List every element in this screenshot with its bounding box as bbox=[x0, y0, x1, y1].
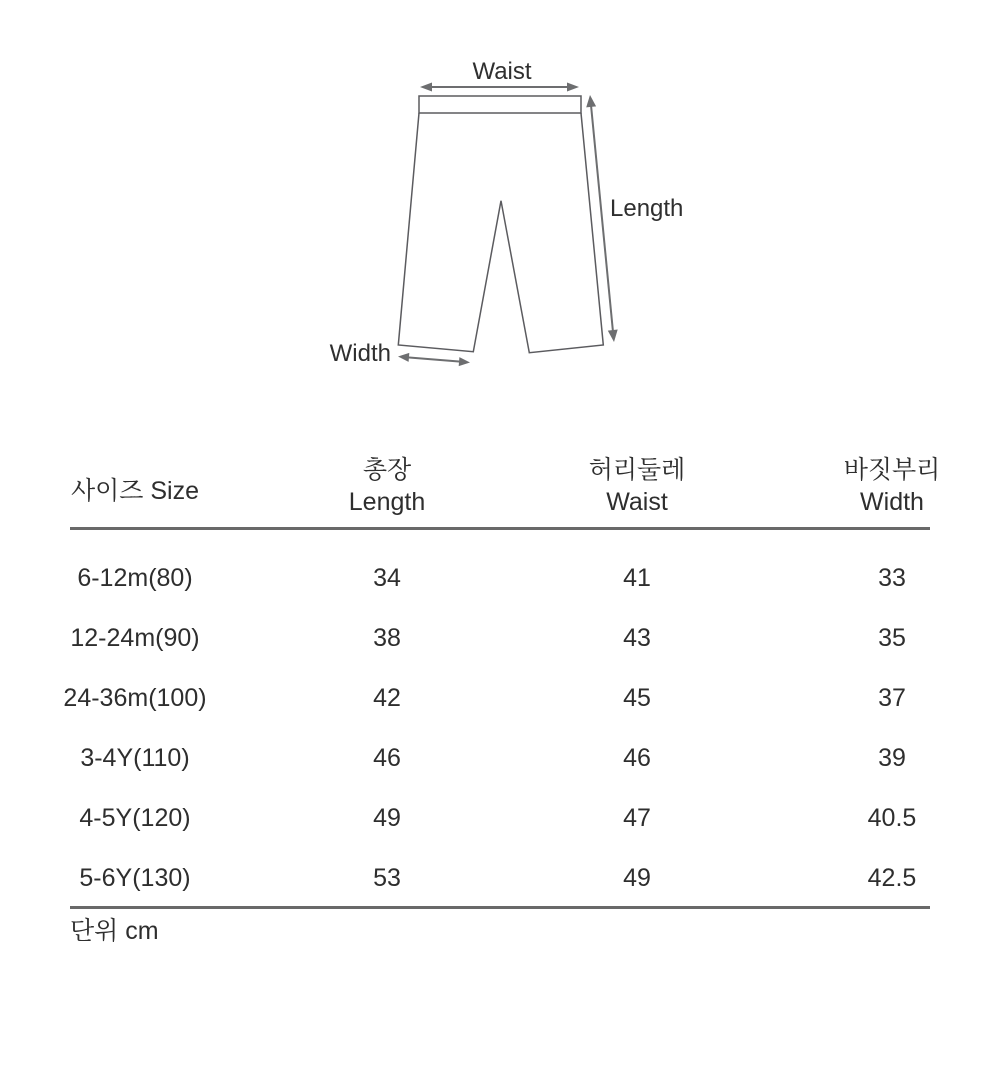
table-rule-bottom bbox=[70, 906, 930, 909]
row-size-label: 5-6Y(130) bbox=[79, 864, 191, 892]
row-waist-value: 45 bbox=[623, 684, 651, 712]
length-arrowhead-top bbox=[586, 95, 596, 107]
table-row bbox=[0, 622, 1000, 654]
width-arrowhead-left bbox=[398, 353, 409, 362]
table-rule-top bbox=[70, 527, 930, 530]
column-header-width-en: Width bbox=[860, 488, 924, 516]
row-width-value: 33 bbox=[878, 564, 906, 592]
table-row bbox=[0, 802, 1000, 834]
column-header-length bbox=[287, 454, 487, 518]
row-size-label: 6-12m(80) bbox=[77, 564, 193, 592]
pants-measurement-diagram bbox=[0, 0, 1000, 400]
waist-arrowhead-left bbox=[420, 83, 432, 92]
width-arrow bbox=[406, 357, 462, 362]
row-length-value: 46 bbox=[373, 744, 401, 772]
row-width-value: 35 bbox=[878, 624, 906, 652]
row-width-value: 42.5 bbox=[867, 864, 917, 892]
unit-note: 단위 cm bbox=[70, 917, 159, 945]
row-waist-value: 46 bbox=[623, 744, 651, 772]
waist-label: Waist bbox=[472, 58, 532, 85]
row-length-value: 49 bbox=[373, 804, 401, 832]
length-arrowhead-bottom bbox=[608, 330, 618, 343]
pants-waistband-outline bbox=[419, 96, 581, 113]
table-row bbox=[0, 862, 1000, 894]
row-size-label: 4-5Y(120) bbox=[79, 804, 191, 832]
waist-arrowhead-right bbox=[567, 83, 579, 92]
row-size-label: 3-4Y(110) bbox=[80, 744, 190, 772]
row-waist-value: 47 bbox=[623, 804, 651, 832]
row-length-value: 34 bbox=[373, 564, 401, 592]
row-width-value: 40.5 bbox=[867, 804, 917, 832]
width-label: Width bbox=[329, 340, 391, 367]
row-size-label: 24-36m(100) bbox=[63, 684, 207, 712]
column-header-waist bbox=[537, 454, 737, 518]
table-row bbox=[0, 562, 1000, 594]
column-header-width bbox=[792, 454, 992, 518]
row-width-value: 39 bbox=[878, 744, 906, 772]
column-header-waist-ko: 허리둘레 bbox=[588, 456, 686, 484]
row-length-value: 53 bbox=[373, 864, 401, 892]
column-header-size: 사이즈 Size bbox=[70, 477, 200, 505]
row-waist-value: 41 bbox=[623, 564, 651, 592]
row-length-value: 38 bbox=[373, 624, 401, 652]
row-length-value: 42 bbox=[373, 684, 401, 712]
length-label: Length bbox=[610, 195, 684, 222]
row-waist-value: 43 bbox=[623, 624, 651, 652]
column-header-width-ko: 바짓부리 bbox=[843, 456, 941, 484]
column-header-length-ko: 총장 bbox=[362, 456, 412, 484]
width-arrowhead-right bbox=[459, 357, 470, 366]
column-header-length-en: Length bbox=[348, 488, 426, 516]
row-width-value: 37 bbox=[878, 684, 906, 712]
pants-body-outline bbox=[398, 113, 603, 353]
table-row bbox=[0, 682, 1000, 714]
row-size-label: 12-24m(90) bbox=[70, 624, 200, 652]
table-row bbox=[0, 742, 1000, 774]
row-waist-value: 49 bbox=[623, 864, 651, 892]
column-header-waist-en: Waist bbox=[606, 488, 668, 516]
